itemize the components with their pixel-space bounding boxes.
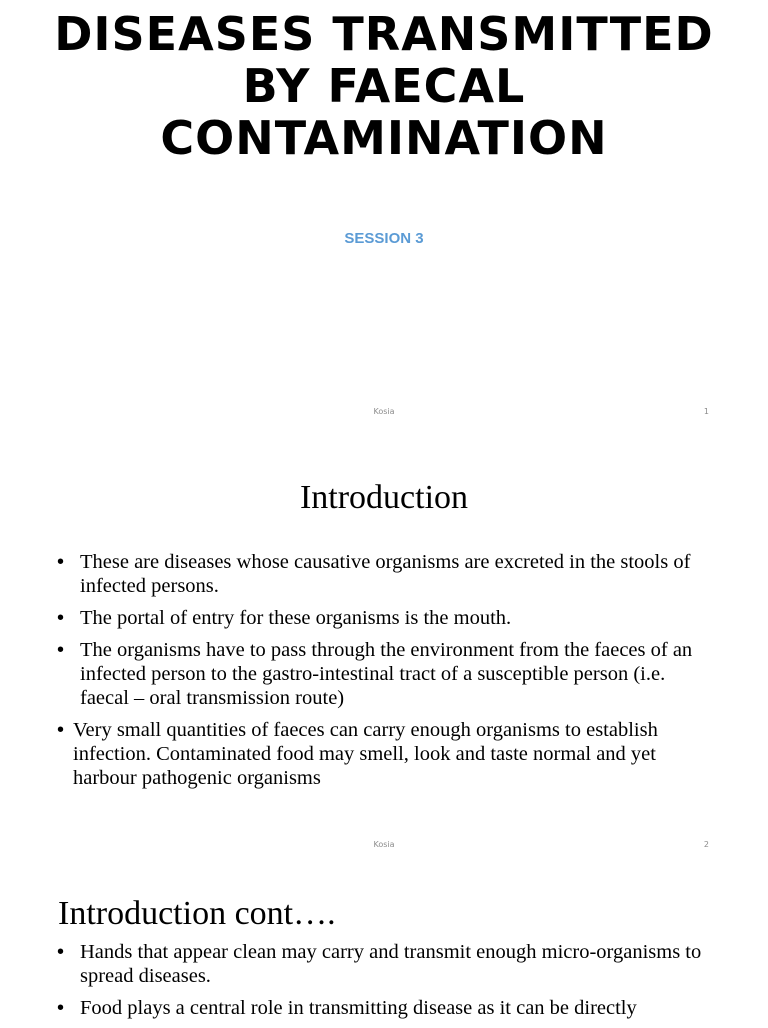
bullet-icon: • (57, 941, 65, 963)
list-item (57, 940, 717, 988)
bullet-text: Very small quantities of faeces can carry enough organisms to establish infection. Contaminated food may smell, look and taste normal and yet harbour pathogenic organisms (73, 719, 658, 789)
bullet-icon: • (57, 719, 65, 741)
bullet-text: Hands that appear clean may carry and transmit enough micro-organisms to spread diseases. (80, 941, 702, 987)
list-item (57, 718, 717, 790)
bullet-list (57, 940, 717, 1028)
bullet-text: Food plays a central role in transmitting disease as it can be directly (80, 997, 637, 1019)
list-item (57, 606, 717, 630)
slide-heading: Introduction (299, 479, 469, 516)
bullet-icon: • (57, 551, 65, 573)
list-item (57, 996, 717, 1020)
footer-author: Kosia (373, 840, 395, 849)
bullet-icon: • (57, 639, 65, 661)
bullet-icon: • (57, 607, 65, 629)
slide-footer (0, 407, 768, 419)
slide-footer (0, 840, 768, 852)
list-item (57, 550, 717, 598)
list-item (57, 638, 717, 710)
page-number: 1 (703, 407, 709, 416)
bullet-icon: • (57, 997, 65, 1019)
slide-title: DISEASES TRANSMITTED BY FAECAL CONTAMINATION (54, 7, 714, 165)
slide-1 (0, 0, 768, 433)
bullet-text: The portal of entry for these organisms is the mouth. (80, 607, 512, 629)
slide-subtitle: SESSION 3 (344, 230, 424, 247)
page-number: 2 (703, 840, 709, 849)
bullet-list (57, 550, 717, 798)
footer-author: Kosia (373, 407, 395, 416)
bullet-text: These are diseases whose causative organisms are excreted in the stools of infected persons. (80, 551, 691, 597)
slide-3 (0, 866, 768, 1024)
slide-2 (0, 433, 768, 866)
bullet-text: The organisms have to pass through the environment from the faeces of an infected person to the gastro-intestinal tract of a susceptible person (i.e. faecal – oral transmission route) (80, 639, 693, 709)
slide-heading: Introduction cont…. (58, 895, 336, 932)
